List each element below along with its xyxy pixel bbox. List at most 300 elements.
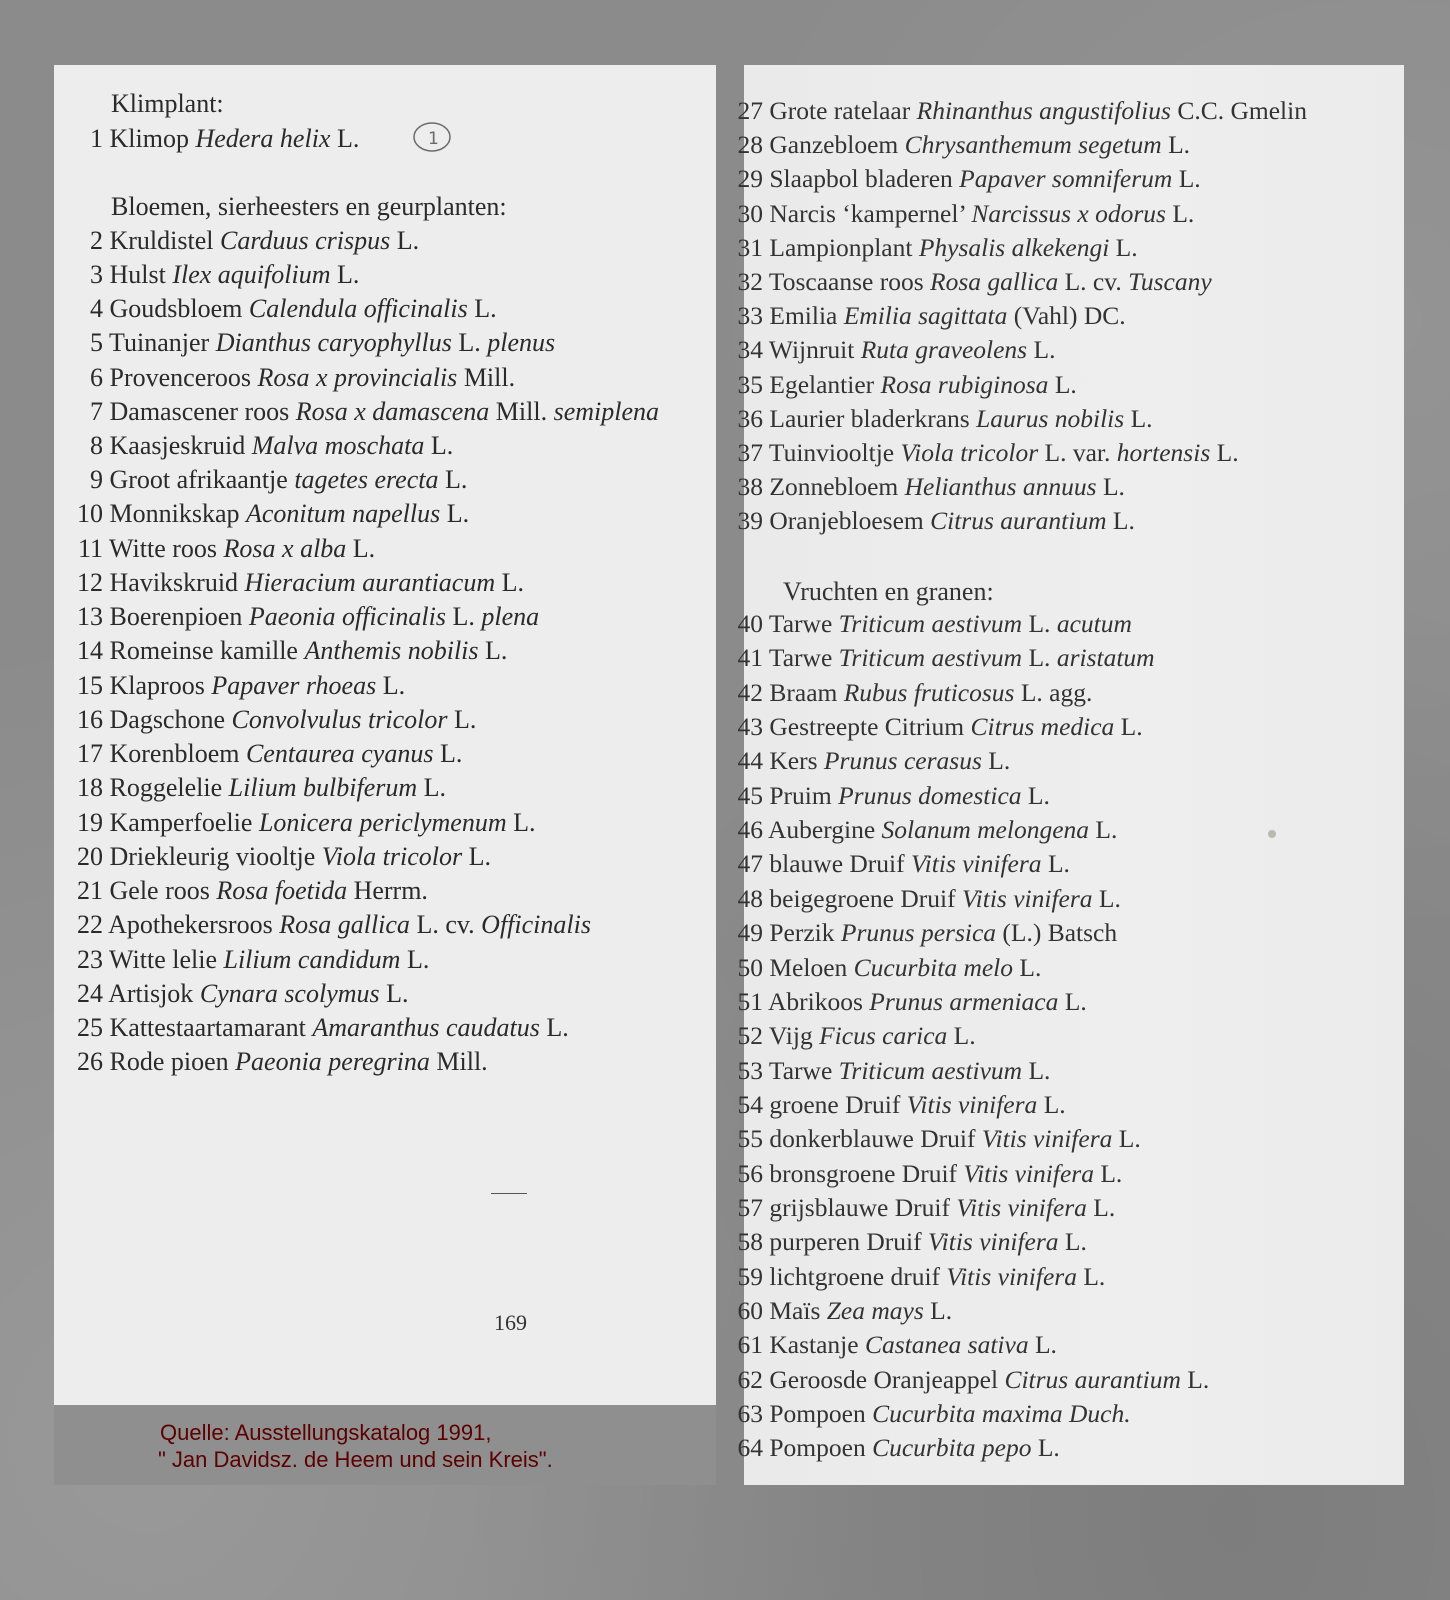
latin-name: Paeonia peregrina [235,1047,430,1076]
entry-number: 20 [77,842,103,871]
authority: L. [1028,609,1051,638]
variety-name: aristatum [1056,643,1155,673]
entry-number: 24 [77,979,103,1008]
authority: L. [396,226,420,255]
latin-name: Cucurbita pepo [872,1433,1032,1463]
authority: L. [1093,1192,1116,1222]
latin-name: Carduus crispus [220,226,391,255]
entry-row [738,1227,1087,1257]
common-name: lichtgroene druif [769,1261,941,1291]
latin-name: Citrus aurantium [1004,1364,1181,1394]
common-name: Groot afrikaantje [109,465,288,494]
common-name: Grote ratelaar [769,96,911,125]
entry-number: 44 [737,746,763,776]
entry-row [738,130,1191,160]
common-name: groene Druif [769,1089,901,1119]
common-name: blauwe Druif [769,849,905,879]
common-name: Provenceroos [109,363,252,392]
variety-name: Officinalis [481,910,591,939]
authority: L. [1130,403,1153,433]
entry-number: 33 [737,301,763,331]
heading-fruits-grains: Vruchten en granen: [783,577,994,606]
latin-name: Convolvulus tricolor [231,705,448,734]
common-name: Toscaanse roos [768,267,924,296]
common-name: Tuinanjer [109,328,210,357]
authority: L. [1168,130,1191,160]
latin-name: Papaver somniferum [959,164,1173,194]
common-name: Havikskruid [109,568,239,597]
common-name: beigegroene Druif [769,883,956,913]
entry-number: 53 [737,1055,763,1085]
common-name: Goudsbloem [109,294,243,323]
entry-row [738,301,1126,331]
latin-name: Prunus cerasus [823,746,982,776]
common-name: Kruldistel [109,226,214,255]
common-name: donkerblauwe Druif [769,1124,976,1154]
entry-number: 34 [737,335,763,365]
entry-row [77,979,409,1009]
entry-number: 17 [77,739,103,768]
entry-row [738,1056,1051,1086]
entry-row [738,849,1070,879]
common-name: Ganzebloem [769,130,899,160]
entry-number: 27 [737,96,763,125]
latin-name: Castanea sativa [864,1330,1029,1360]
authority: L. agg. [1020,677,1093,707]
authority: L. [1102,472,1125,502]
entry-row [77,499,469,529]
authority: L. [452,602,475,631]
latin-name: Citrus medica [970,712,1115,742]
common-name: Witte roos [109,534,218,563]
authority: L. [382,671,406,700]
entry-number: 22 [77,910,103,939]
entry-number: 10 [77,499,103,528]
latin-name: Hedera helix [195,124,331,153]
latin-name: Vitis vinifera [981,1124,1113,1154]
entry-row [738,1433,1060,1463]
entry-number: 61 [737,1330,763,1360]
common-name: Pruim [769,780,832,810]
entry-number: 37 [737,438,763,467]
entry-number: 30 [737,198,763,228]
variety-name: semiplena [553,397,659,426]
entry-row [738,1159,1123,1189]
entry-number: 41 [737,643,763,673]
authority: L. [468,842,492,871]
entry-row [738,438,1239,468]
authority-2: L. [1216,438,1239,467]
latin-name: Zea mays [826,1296,924,1325]
common-name: Meloen [769,952,848,982]
entry-row [738,1124,1141,1154]
authority: L. [1112,506,1135,536]
entry-row [77,602,539,632]
authority: L. [1027,780,1050,810]
latin-name: Citrus aurantium [930,506,1107,536]
entry-row [90,294,497,324]
latin-name: Cucurbita melo [853,952,1014,982]
entry-number: 64 [737,1433,763,1463]
authority: L. [423,773,447,802]
latin-name: Triticum aestivum [838,1055,1023,1085]
entry-number: 11 [77,534,103,563]
authority: L. cv. [1064,267,1122,296]
entry-row [738,1296,953,1326]
latin-name: Triticum aestivum [838,609,1023,638]
common-name: Laurier bladerkrans [769,403,970,433]
circled-number: 1 [428,129,439,149]
entry-number: 25 [77,1013,103,1042]
entry-row [738,199,1195,229]
common-name: Braam [769,677,838,707]
authority: L. [1019,952,1042,982]
speck [1268,830,1276,838]
latin-name: Rosa gallica [279,910,410,939]
entry-row [77,568,524,598]
authority: L. [1028,643,1051,673]
entry-number: 36 [737,403,763,433]
entry-row [738,1193,1116,1223]
authority: (L.) Batsch [1002,918,1118,948]
latin-name: Physalis alkekengi [918,232,1110,262]
latin-name: Vitis vinifera [946,1261,1077,1291]
authority: L. [453,705,477,734]
entry-row [738,1330,1057,1360]
entry-number: 38 [737,472,763,502]
common-name: Kattestaartamarant [109,1013,306,1042]
authority: L. [1115,232,1138,262]
common-name: Rode pioen [109,1047,229,1076]
entry-row [738,918,1118,948]
entry-row [738,884,1121,914]
entry-row [738,643,1155,673]
common-name: Monnikskap [109,499,240,528]
entry-row [738,1262,1106,1292]
latin-name: Dianthus caryophyllus [215,328,452,357]
entry-row [738,267,1212,297]
latin-name: Prunus domestica [838,780,1022,810]
entry-row [738,746,1011,776]
page-rule [491,1193,527,1194]
entry-number: 40 [737,609,763,638]
common-name: Emilia [769,301,838,331]
latin-name: Vitis vinifera [911,849,1042,879]
source-caption [54,1405,716,1485]
entry-number: 63 [737,1399,763,1429]
authority: L. [446,499,470,528]
authority: Herrm. [353,876,428,905]
right-page [737,65,1404,1485]
heading-flowers: Bloemen, sierheesters en geurplanten: [111,192,507,221]
entry-row [77,705,476,735]
authority: L. [1172,198,1195,228]
entry-number: 39 [737,506,763,536]
entry-number: 19 [77,808,103,837]
authority: L. [439,739,463,768]
common-name: Kers [769,746,818,776]
entry-number: 4 [90,294,103,323]
authority: L. [430,431,454,460]
latin-name: Solanum melongena [881,815,1090,845]
common-name: purperen Druif [769,1227,922,1257]
latin-name: Cucurbita maxima Duch. [872,1399,1131,1429]
entry-number: 56 [737,1158,763,1188]
entry-row [77,945,429,975]
heading-climbing-plants: Klimplant: [111,89,224,118]
common-name: Klimop [109,124,189,153]
entry-row [77,636,507,666]
entry-row [738,96,1307,126]
entry-number: 45 [737,780,763,810]
authority: L. [546,1013,569,1042]
entry-row [77,842,491,872]
common-name: Gele roos [109,876,210,905]
entry-row [77,1047,488,1077]
entry-number: 18 [77,773,103,802]
latin-name: Vitis vinifera [961,883,1093,913]
authority: L. [1118,1124,1141,1154]
latin-name: Rosa x alba [223,534,347,563]
authority: L. [336,260,360,289]
common-name: Tarwe [768,643,833,673]
common-name: Oranjebloesem [769,506,924,536]
latin-name: Cynara scolymus [199,979,380,1008]
latin-name: Aconitum napellus [246,499,441,528]
variety-name: plena [481,602,540,631]
authority: L. [1098,883,1121,913]
entry-number: 58 [737,1227,763,1257]
page-number: 169 [494,1310,527,1335]
entry-number: 6 [90,363,103,392]
entry-row [77,671,405,701]
entry-row [90,124,359,154]
entry-number: 13 [77,602,103,631]
common-name: Driekleurig viooltje [109,842,316,871]
authority: L. [352,534,376,563]
common-name: Artisjok [108,979,194,1008]
common-name: Vijg [768,1021,813,1051]
common-name: Dagschone [109,705,226,734]
entry-number: 16 [77,705,103,734]
latin-name: Ficus carica [819,1021,948,1051]
authority: L. var. [1044,438,1111,467]
entry-number: 57 [737,1192,763,1222]
entry-number: 5 [90,328,103,357]
caption-line-1: Quelle: Ausstellungskatalog 1991, [160,1420,492,1445]
latin-name: Lonicera periclymenum [258,808,507,837]
entry-row [738,953,1042,983]
latin-name: Rosa foetida [216,876,348,905]
entry-row [738,1365,1210,1395]
latin-name: Rhinanthus angustifolius [916,96,1171,125]
authority: L. [1083,1261,1106,1291]
entry-row [78,534,375,564]
common-name: Tarwe [768,609,833,638]
entry-row [77,876,428,906]
authority: L. [1187,1364,1210,1394]
common-name: Gestreepte Citrium [769,712,965,742]
authority: L. [1120,712,1143,742]
latin-name: Vitis vinifera [956,1192,1087,1222]
latin-name: Lilium candidum [223,945,401,974]
latin-name: Ilex aquifolium [172,260,331,289]
authority: L. [1178,164,1201,194]
authority: L. [1047,849,1070,879]
entry-row [738,370,1077,400]
entry-number: 9 [90,465,103,494]
authority: L. [930,1296,953,1325]
entry-row [77,808,536,838]
authority: L. cv. [416,910,475,939]
common-name: Zonnebloem [769,472,899,502]
entry-number: 55 [737,1124,763,1154]
caption-line-2: " Jan Davidsz. de Heem und sein Kreis". [158,1447,553,1472]
common-name: Klaproos [109,671,205,700]
entry-row [738,335,1056,365]
entry-row [90,226,419,256]
latin-name: Vitis vinifera [906,1089,1038,1119]
entry-row [738,506,1135,536]
entry-number: 2 [90,226,103,255]
latin-name: Vitis vinifera [963,1158,1094,1188]
entry-row [738,781,1050,811]
authority: L. [458,328,481,357]
entry-number: 31 [737,232,763,262]
entry-row [738,815,1118,845]
common-name: Kaasjeskruid [109,431,246,460]
entry-number: 21 [77,876,103,905]
entry-number: 32 [737,267,763,296]
entry-row [90,431,453,461]
entry-number: 59 [737,1261,763,1291]
entry-number: 7 [90,397,103,426]
entry-row [738,1021,976,1051]
latin-name: Calendula officinalis [248,294,468,323]
common-name: Apothekersroos [108,910,273,939]
authority: L. [386,979,409,1008]
latin-name: Paeonia officinalis [248,602,446,631]
entry-number: 15 [77,671,103,700]
entry-row [738,472,1125,502]
entry-row [77,910,591,940]
entry-number: 42 [737,677,763,707]
handwritten-circle-mark [412,119,452,155]
entry-number: 28 [737,130,763,160]
authority: L. [1033,335,1056,365]
common-name: Wijnruit [768,335,855,365]
entry-row [738,233,1138,263]
entry-row [90,363,515,393]
entry-number: 8 [90,431,103,460]
common-name: Lampionplant [769,232,913,262]
common-name: Kastanje [769,1330,859,1360]
entry-row [738,712,1143,742]
common-name: Aubergine [767,815,876,845]
latin-name: tagetes erecta [294,465,439,494]
entry-row [77,739,462,769]
latin-name: Laurus nobilis [976,403,1125,433]
latin-name: Narcissus x odorus [971,198,1166,228]
entry-number: 35 [737,369,763,399]
entry-row [738,678,1093,708]
latin-name: Anthemis nobilis [304,636,479,665]
variety-name: Tuscany [1128,267,1212,296]
common-name: Roggelelie [109,773,223,802]
common-name: Slaapbol bladeren [769,164,953,194]
entry-number: 51 [737,986,763,1016]
common-name: Korenbloem [109,739,240,768]
latin-name: Hieracium aurantiacum [244,568,496,597]
latin-name: Rosa gallica [930,267,1059,296]
entry-number: 1 [90,124,103,153]
variety-name: hortensis [1116,438,1211,467]
common-name: Pompoen [769,1433,866,1463]
common-name: Perzik [769,918,835,948]
entry-row [77,773,446,803]
latin-name: Lilium bulbiferum [228,773,418,802]
entry-number: 49 [737,918,763,948]
common-name: Witte lelie [109,945,217,974]
latin-name: Prunus persica [840,918,997,948]
common-name: Damascener roos [109,397,290,426]
entry-number: 52 [737,1021,763,1051]
authority: L. [1034,1330,1057,1360]
latin-name: Rosa x damascena [295,397,490,426]
authority: L. [1100,1158,1123,1188]
latin-name: Malva moschata [251,431,425,460]
entry-number: 43 [737,712,763,742]
latin-name: Centaurea cyanus [245,739,434,768]
common-name: Maïs [769,1296,821,1325]
entry-number: 3 [90,260,103,289]
entry-row [90,328,555,358]
authority: L. [1028,1055,1051,1085]
latin-name: Viola tricolor [900,438,1039,467]
entry-number: 60 [737,1296,763,1325]
common-name: Pompoen [769,1399,866,1429]
variety-name: acutum [1056,609,1132,638]
authority: L. [1037,1433,1060,1463]
common-name: bronsgroene Druif [769,1158,958,1188]
latin-name: Helianthus annuus [904,472,1097,502]
authority: L. [953,1021,976,1051]
entry-number: 46 [737,815,763,845]
authority: L. [988,746,1011,776]
latin-name: Rosa rubiginosa [880,369,1049,399]
authority: L. [1064,1227,1087,1257]
authority: L. [485,636,508,665]
entry-row [738,609,1132,639]
entry-row [738,1399,1131,1429]
common-name: Tuinviooltje [768,438,895,467]
authority: (Vahl) DC. [1013,301,1126,331]
latin-name: Amaranthus caudatus [312,1013,540,1042]
entry-row [738,404,1153,434]
latin-name: Rubus fruticosus [843,677,1015,707]
left-page [54,65,716,1405]
entry-row [738,1090,1066,1120]
entry-number: 48 [737,883,763,913]
authority: L. [1095,815,1118,845]
latin-name: Ruta graveolens [860,335,1028,365]
latin-name: Rosa x provincialis [257,363,458,392]
entry-row [738,164,1201,194]
authority: C.C. Gmelin [1177,96,1307,125]
common-name: Narcis ‘kampernel’ [769,198,966,228]
latin-name: Vitis vinifera [927,1227,1059,1257]
entry-number: 14 [77,636,103,665]
